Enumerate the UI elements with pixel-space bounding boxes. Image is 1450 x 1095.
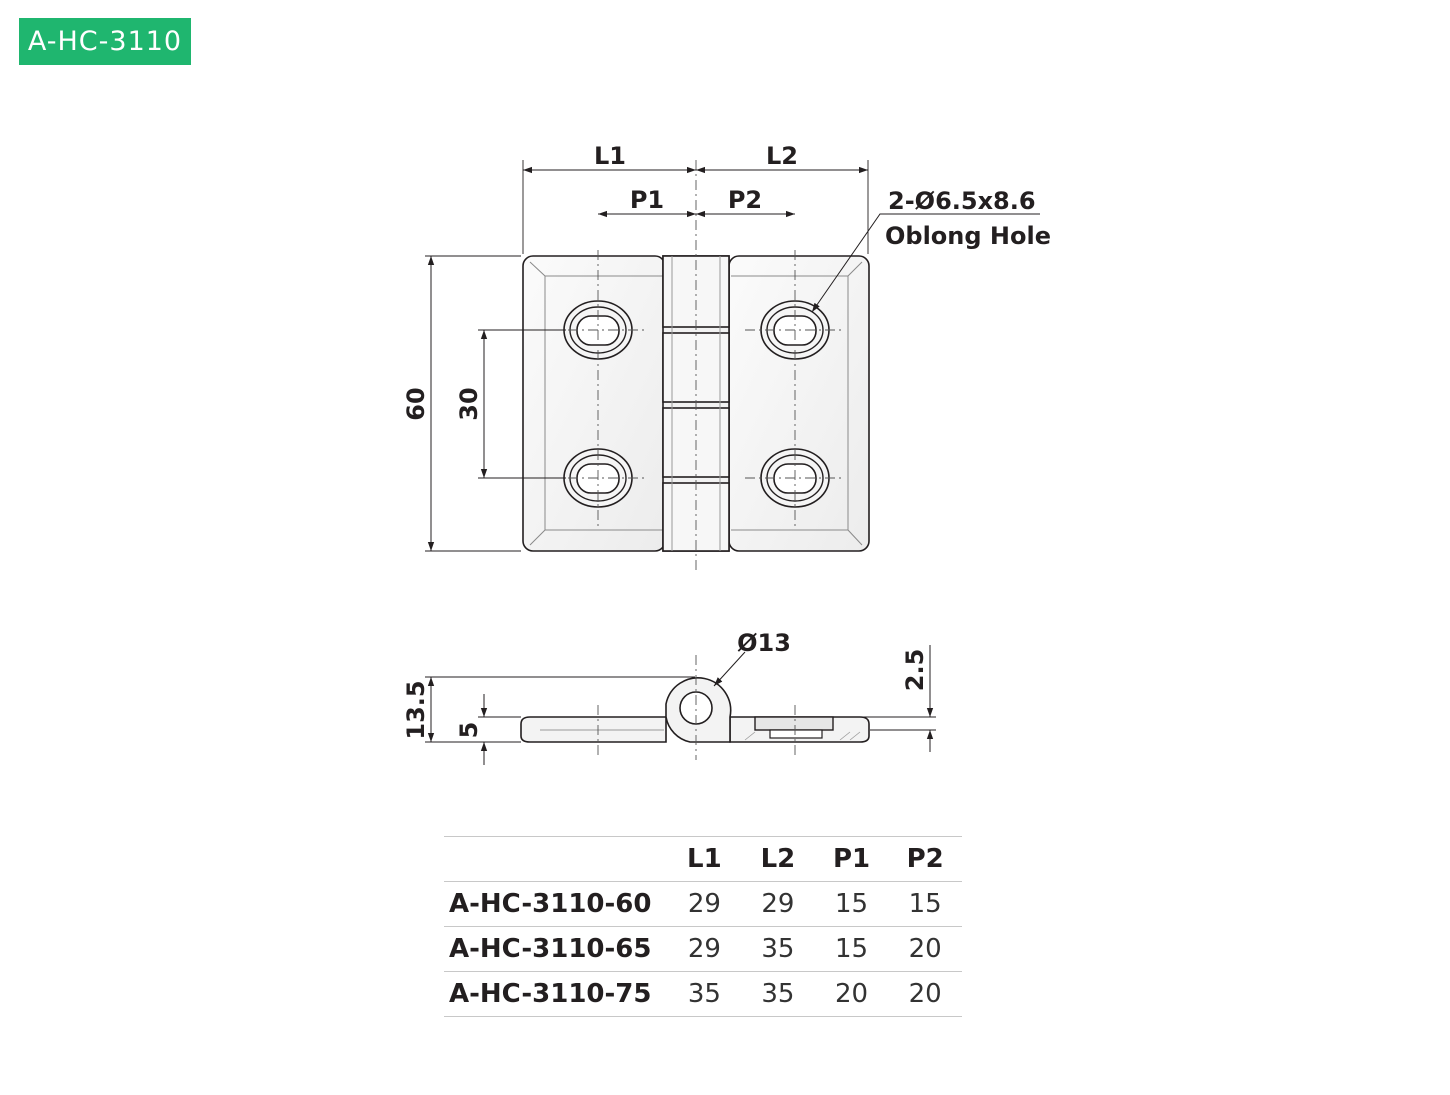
model-cell: A-HC-3110-75	[444, 972, 668, 1017]
value-cell-p2: 20	[888, 927, 962, 972]
dim-label-l1: L1	[594, 142, 626, 170]
dim-label-p2: P2	[727, 186, 763, 214]
value-cell-p1: 15	[815, 882, 889, 927]
value-cell-l2: 35	[741, 927, 815, 972]
dim-label-l2: L2	[766, 142, 798, 170]
spec-header-p2: P2	[888, 837, 962, 882]
value-cell-p1: 20	[815, 972, 889, 1017]
model-cell: A-HC-3110-65	[444, 927, 668, 972]
spec-header-p1: P1	[815, 837, 889, 882]
model-cell: A-HC-3110-60	[444, 882, 668, 927]
dim-label-hole-spacing: 30	[455, 387, 483, 421]
dim-label-plate-thickness: 2.5	[901, 648, 929, 692]
value-cell-p1: 15	[815, 927, 889, 972]
dim-label-knuckle-dia: Ø13	[737, 629, 791, 657]
value-cell-p2: 15	[888, 882, 962, 927]
hinge-side-view	[402, 629, 936, 765]
dim-label-plate-height: 5	[455, 721, 483, 739]
hinge-top-view	[402, 142, 1051, 572]
value-cell-p2: 20	[888, 972, 962, 1017]
spec-table-header-row	[444, 837, 962, 882]
dim-label-total-height: 13.5	[402, 680, 430, 740]
spec-table	[444, 836, 962, 1017]
spec-header-model	[444, 837, 668, 882]
value-cell-l2: 35	[741, 972, 815, 1017]
dim-label-height: 60	[402, 387, 430, 421]
value-cell-l2: 29	[741, 882, 815, 927]
side-hole-section	[755, 717, 833, 730]
dim-label-p1: P1	[629, 186, 665, 214]
table-row	[444, 972, 962, 1017]
spec-header-l2: L2	[741, 837, 815, 882]
product-code-badge: A-HC-3110	[19, 18, 191, 65]
hole-callout-type: Oblong Hole	[885, 222, 1051, 250]
hole-callout-size: 2-Ø6.5x8.6	[888, 187, 1036, 215]
value-cell-l1: 35	[668, 972, 742, 1017]
value-cell-l1: 29	[668, 927, 742, 972]
value-cell-l1: 29	[668, 882, 742, 927]
table-row	[444, 927, 962, 972]
table-row	[444, 882, 962, 927]
spec-header-l1: L1	[668, 837, 742, 882]
